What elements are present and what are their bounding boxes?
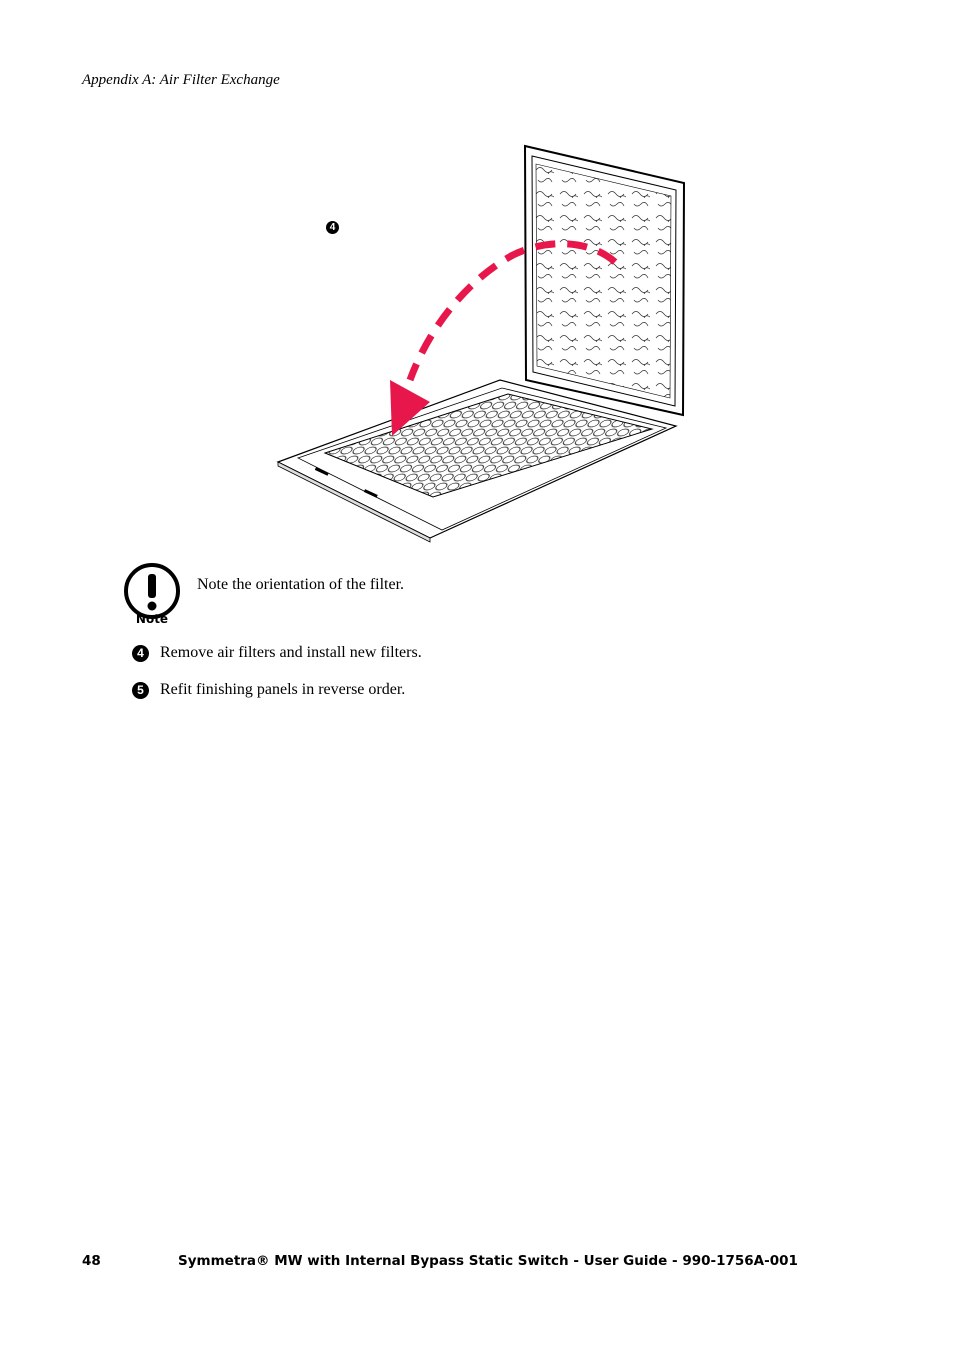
document-title: Symmetra® MW with Internal Bypass Static Switch - User Guide - 990-1756A-001 xyxy=(178,1253,798,1269)
note-label: Note xyxy=(135,612,169,626)
filter-frame xyxy=(278,380,676,542)
air-filter-illustration xyxy=(270,140,690,550)
step-text: Remove air filters and install new filters. xyxy=(160,644,422,661)
step-number: 4 xyxy=(132,645,149,662)
step-item xyxy=(132,644,422,662)
step-number: 5 xyxy=(132,682,149,699)
step-item xyxy=(132,681,405,699)
new-filter-panel xyxy=(525,146,684,415)
figure-callout-badge: 4 xyxy=(326,221,339,234)
page-number: 48 xyxy=(82,1253,101,1269)
page-header: Appendix A: Air Filter Exchange xyxy=(82,72,280,88)
note-text: Note the orientation of the filter. xyxy=(197,576,405,593)
step-text: Refit finishing panels in reverse order. xyxy=(160,681,406,698)
